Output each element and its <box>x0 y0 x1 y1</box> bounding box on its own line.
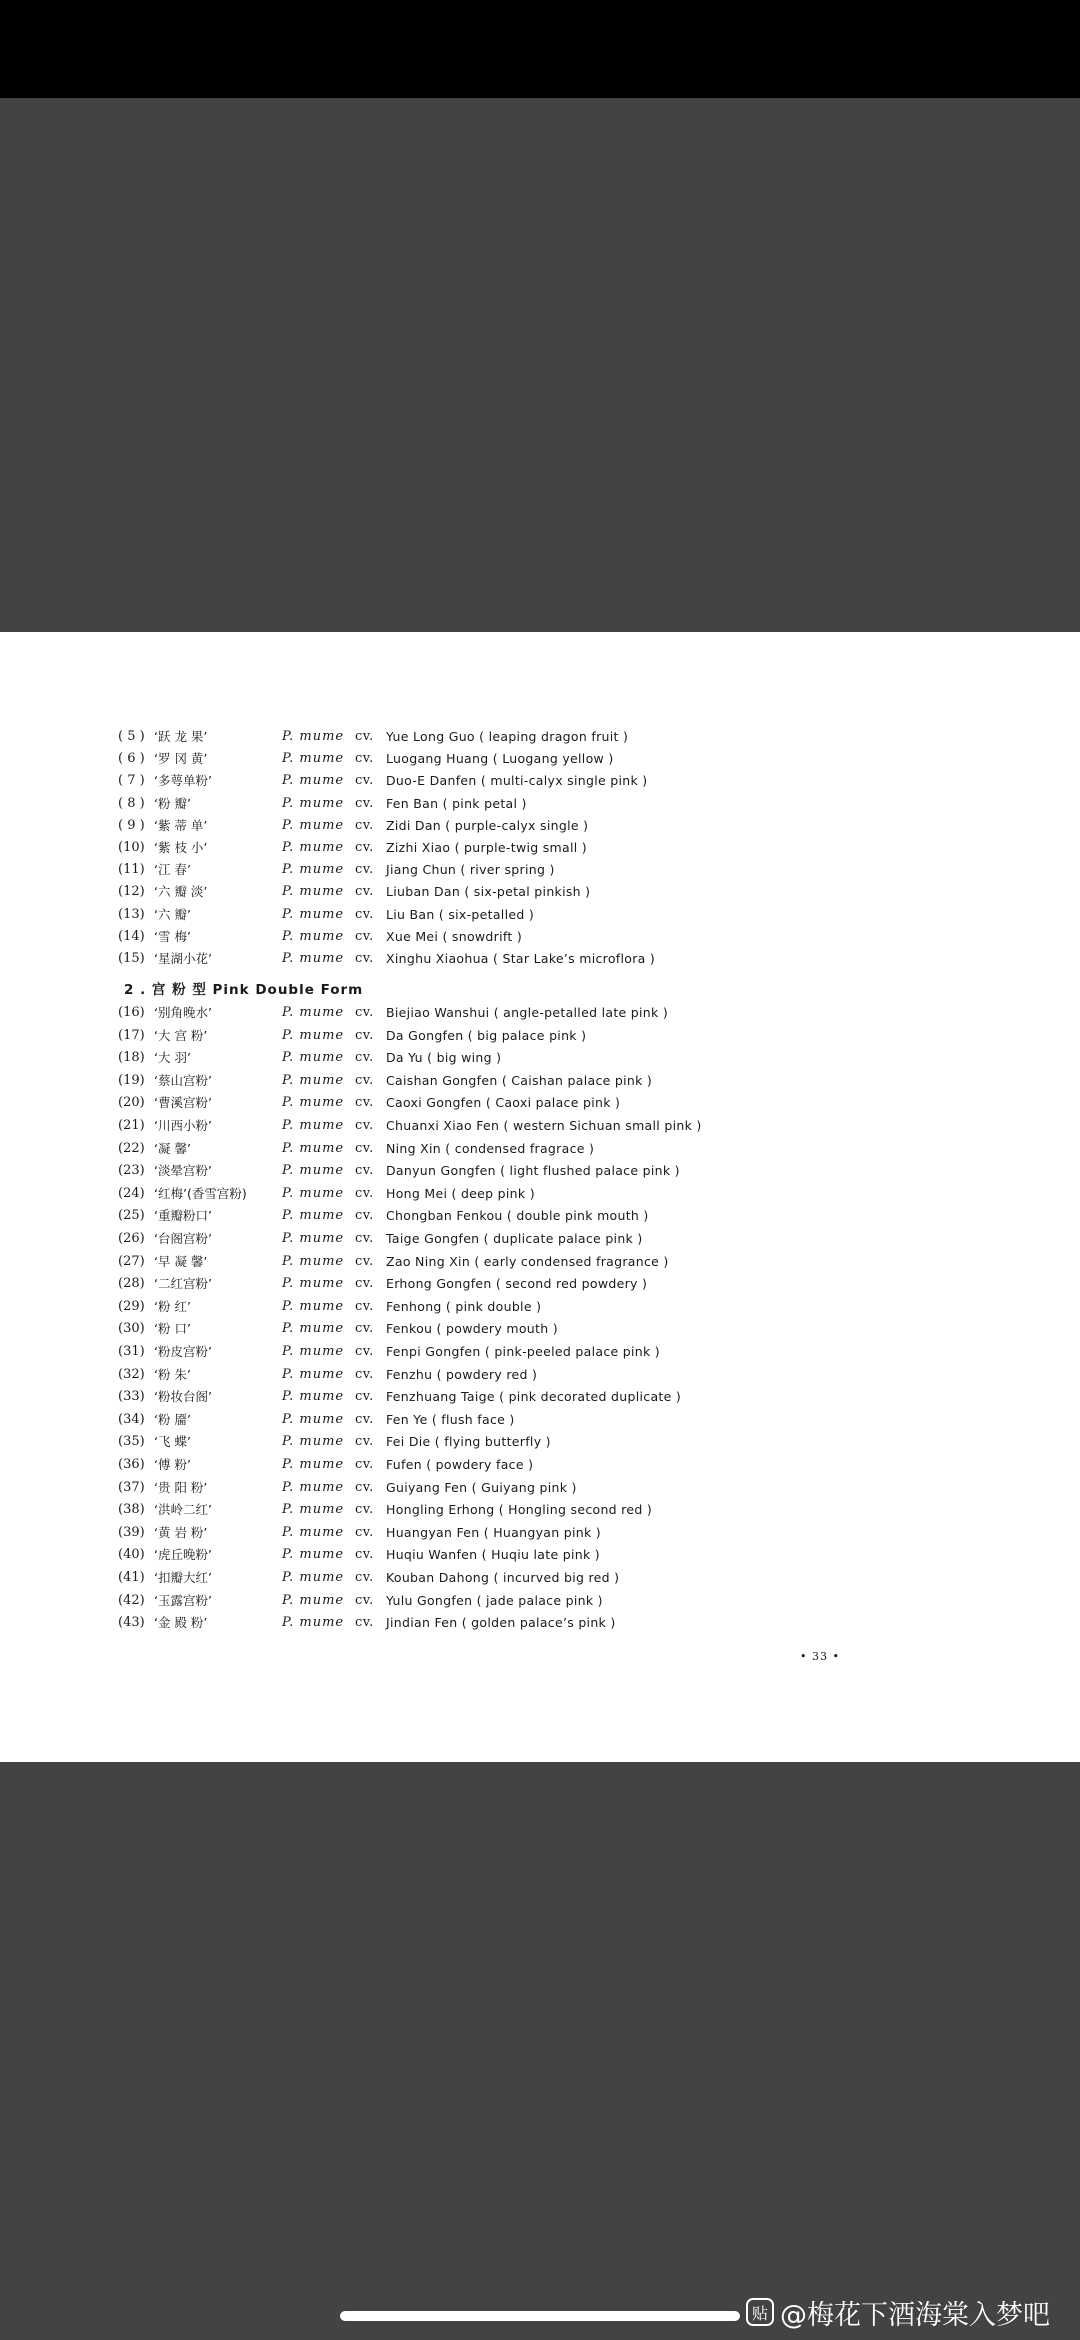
status-bar <box>0 0 1080 98</box>
entry-cultivar-name: Jiang Chun ( river spring ) <box>386 862 555 878</box>
entry-row <box>0 904 1080 926</box>
entry-row <box>0 1296 1080 1318</box>
entry-genus: P. mume <box>282 1366 345 1382</box>
entry-chinese-name: ‘川西小粉’ <box>154 1118 212 1133</box>
entry-genus: P. mume <box>282 1140 345 1156</box>
entry-cultivar-name: Liuban Dan ( six-petal pinkish ) <box>386 884 591 900</box>
entry-number: (20) <box>118 1095 145 1111</box>
entry-number: ( 8 ) <box>118 795 145 811</box>
entry-cultivar-name: Da Gongfen ( big palace pink ) <box>386 1027 587 1043</box>
entry-number: (32) <box>118 1366 145 1382</box>
entry-cultivar-marker: cv. <box>355 1547 374 1563</box>
entry-number: (27) <box>118 1253 145 1269</box>
entry-genus: P. mume <box>282 1615 345 1631</box>
entry-genus: P. mume <box>282 1208 345 1224</box>
entry-cultivar-name: Caishan Gongfen ( Caishan palace pink ) <box>386 1072 653 1088</box>
entry-cultivar-name: Fen Ban ( pink petal ) <box>386 795 527 811</box>
entry-genus: P. mume <box>282 1389 345 1405</box>
entry-genus: P. mume <box>282 1547 345 1563</box>
entry-cultivar-name: Zizhi Xiao ( purple-twig small ) <box>386 840 587 855</box>
entry-cultivar-name: Kouban Dahong ( incurved big red ) <box>386 1570 620 1585</box>
entry-cultivar-name: Xinghu Xiaohua ( Star Lake’s microflora ) <box>386 951 656 966</box>
entry-cultivar-name: Ning Xin ( condensed fragrace ) <box>386 1140 595 1156</box>
entry-cultivar-name: Hongling Erhong ( Hongling second red ) <box>386 1502 653 1518</box>
entry-row <box>0 815 1080 837</box>
entry-cultivar-name: Fufen ( powdery face ) <box>386 1457 534 1472</box>
entry-chinese-name: ‘大 羽’ <box>154 1050 191 1066</box>
entry-cultivar-name: Yue Long Guo ( leaping dragon fruit ) <box>386 729 629 744</box>
entry-genus: P. mume <box>282 928 345 944</box>
entry-number: (21) <box>118 1118 145 1133</box>
entry-cultivar-marker: cv. <box>355 1140 374 1156</box>
entry-cultivar-name: Luogang Huang ( Luogang yellow ) <box>386 751 614 767</box>
entry-cultivar-name: Huangyan Fen ( Huangyan pink ) <box>386 1524 601 1540</box>
entry-number: (23) <box>118 1163 145 1179</box>
entry-chinese-name: ‘曹溪宫粉’ <box>154 1095 212 1111</box>
tieba-logo-icon: 贴 <box>746 2298 774 2326</box>
entry-row <box>0 1070 1080 1092</box>
entry-number: (38) <box>118 1502 145 1518</box>
entry-number: (24) <box>118 1185 145 1201</box>
entry-chinese-name: ‘台阁宫粉’ <box>154 1231 212 1246</box>
entry-row <box>0 1544 1080 1566</box>
entry-chinese-name: ‘虎丘晚粉’ <box>154 1547 212 1563</box>
entry-number: (29) <box>118 1298 145 1314</box>
entry-number: (26) <box>118 1231 145 1246</box>
entry-chinese-name: ‘傅 粉’ <box>154 1457 191 1472</box>
entry-cultivar-name: Zao Ning Xin ( early condensed fragrance ) <box>386 1253 669 1269</box>
entry-row <box>0 948 1080 970</box>
viewer-background-bottom <box>0 1762 1080 2340</box>
entry-cultivar-name: Huqiu Wanfen ( Huqiu late pink ) <box>386 1547 600 1563</box>
entry-chinese-name: ‘黄 岩 粉’ <box>154 1524 208 1540</box>
entry-cultivar-marker: cv. <box>355 1615 374 1631</box>
entry-genus: P. mume <box>282 1298 345 1314</box>
entry-cultivar-marker: cv. <box>355 1231 374 1246</box>
entry-cultivar-marker: cv. <box>355 1321 374 1337</box>
entry-cultivar-name: Chuanxi Xiao Fen ( western Sichuan small pink ) <box>386 1118 702 1133</box>
entry-genus: P. mume <box>282 1502 345 1518</box>
entry-chinese-name: ‘多萼单粉’ <box>154 773 212 789</box>
entry-chinese-name: ‘金 殿 粉’ <box>154 1615 208 1631</box>
entry-chinese-name: ‘蔡山宫粉’ <box>154 1072 212 1088</box>
entry-number: (33) <box>118 1389 145 1405</box>
entry-chinese-name: ‘粉 朱’ <box>154 1366 191 1382</box>
entry-chinese-name: ‘大 宫 粉’ <box>154 1027 208 1043</box>
entry-number: (17) <box>118 1027 145 1043</box>
entry-genus: P. mume <box>282 951 345 966</box>
entry-chinese-name: ‘飞 蝶’ <box>154 1434 191 1450</box>
entry-chinese-name: ‘贵 阳 粉’ <box>154 1479 208 1495</box>
entry-chinese-name: ‘早 凝 馨’ <box>154 1253 208 1269</box>
entry-cultivar-marker: cv. <box>355 906 374 922</box>
entry-row <box>0 1115 1080 1137</box>
entry-number: (37) <box>118 1479 145 1495</box>
entry-number: (34) <box>118 1411 145 1427</box>
entry-number: (43) <box>118 1615 145 1631</box>
entry-cultivar-marker: cv. <box>355 1434 374 1450</box>
entry-genus: P. mume <box>282 1095 345 1111</box>
entry-genus: P. mume <box>282 795 345 811</box>
entry-chinese-name: ‘江 春’ <box>154 862 191 878</box>
entry-chinese-name: ‘淡晕宫粉’ <box>154 1163 212 1179</box>
entry-genus: P. mume <box>282 840 345 855</box>
entry-row <box>0 926 1080 948</box>
entry-row <box>0 1409 1080 1431</box>
watermark <box>746 2294 1050 2330</box>
entry-cultivar-name: Liu Ban ( six-petalled ) <box>386 906 535 922</box>
entry-cultivar-name: Yulu Gongfen ( jade palace pink ) <box>386 1592 603 1608</box>
entry-number: (25) <box>118 1208 145 1224</box>
entry-number: (35) <box>118 1434 145 1450</box>
viewer-background-top <box>0 98 1080 632</box>
entry-chinese-name: ‘紫 枝 小’ <box>154 840 208 855</box>
entry-row <box>0 1002 1080 1024</box>
entry-chinese-name: ‘星湖小花’ <box>154 951 212 966</box>
entry-cultivar-marker: cv. <box>355 1027 374 1043</box>
entry-cultivar-marker: cv. <box>355 1344 374 1359</box>
entry-genus: P. mume <box>282 1276 345 1292</box>
entry-chinese-name: ‘跃 龙 果’ <box>154 729 208 744</box>
watermark-text: @梅花下酒海棠入梦吧 <box>780 2299 1050 2331</box>
entry-row <box>0 1160 1080 1182</box>
entry-cultivar-marker: cv. <box>355 928 374 944</box>
entry-cultivar-name: Zidi Dan ( purple-calyx single ) <box>386 817 589 833</box>
entry-cultivar-name: Caoxi Gongfen ( Caoxi palace pink ) <box>386 1095 621 1111</box>
document-page[interactable] <box>0 632 1080 1762</box>
entry-genus: P. mume <box>282 1479 345 1495</box>
entry-cultivar-marker: cv. <box>355 1050 374 1066</box>
entry-cultivar-marker: cv. <box>355 1524 374 1540</box>
entry-cultivar-marker: cv. <box>355 817 374 833</box>
entry-cultivar-marker: cv. <box>355 1072 374 1088</box>
entry-genus: P. mume <box>282 1570 345 1585</box>
entry-row <box>0 1522 1080 1544</box>
entry-genus: P. mume <box>282 1050 345 1066</box>
entry-cultivar-marker: cv. <box>355 1479 374 1495</box>
entry-row <box>0 837 1080 859</box>
entry-cultivar-marker: cv. <box>355 1095 374 1111</box>
entry-genus: P. mume <box>282 1005 345 1020</box>
entry-cultivar-marker: cv. <box>355 1005 374 1020</box>
entry-number: (31) <box>118 1344 145 1359</box>
entry-chinese-name: ‘二红宫粉’ <box>154 1276 212 1292</box>
entry-genus: P. mume <box>282 1411 345 1427</box>
entry-chinese-name: ‘别角晚水’ <box>154 1005 212 1020</box>
entry-cultivar-marker: cv. <box>355 773 374 789</box>
entry-cultivar-marker: cv. <box>355 1366 374 1382</box>
entry-genus: P. mume <box>282 1231 345 1246</box>
entry-cultivar-name: Fenzhuang Taige ( pink decorated duplicate ) <box>386 1389 682 1405</box>
entry-cultivar-marker: cv. <box>355 862 374 878</box>
entry-row <box>0 1092 1080 1114</box>
entry-genus: P. mume <box>282 1118 345 1133</box>
entry-row <box>0 1318 1080 1340</box>
entry-cultivar-marker: cv. <box>355 1298 374 1314</box>
entry-cultivar-marker: cv. <box>355 1502 374 1518</box>
entry-number: (10) <box>118 840 145 855</box>
entry-cultivar-name: Duo-E Danfen ( multi-calyx single pink ) <box>386 773 648 789</box>
entry-row <box>0 1386 1080 1408</box>
entry-number: (11) <box>118 862 145 878</box>
entry-genus: P. mume <box>282 1434 345 1450</box>
entry-row <box>0 726 1080 748</box>
entry-cultivar-marker: cv. <box>355 1118 374 1133</box>
entry-number: (19) <box>118 1072 145 1088</box>
entry-genus: P. mume <box>282 817 345 833</box>
entry-row <box>0 1138 1080 1160</box>
entry-chinese-name: ‘粉 靥’ <box>154 1411 191 1427</box>
entry-number: ( 7 ) <box>118 773 145 789</box>
entry-chinese-name: ‘粉皮宫粉’ <box>154 1344 212 1359</box>
entry-row <box>0 1025 1080 1047</box>
entry-genus: P. mume <box>282 773 345 789</box>
entry-cultivar-name: Biejiao Wanshui ( angle-petalled late pink ) <box>386 1005 668 1020</box>
entry-cultivar-name: Fenkou ( powdery mouth ) <box>386 1321 558 1337</box>
entry-cultivar-marker: cv. <box>355 1411 374 1427</box>
entry-cultivar-name: Da Yu ( big wing ) <box>386 1050 502 1066</box>
entry-cultivar-name: Chongban Fenkou ( double pink mouth ) <box>386 1208 649 1224</box>
entry-row <box>0 1612 1080 1634</box>
entry-genus: P. mume <box>282 1592 345 1608</box>
entry-cultivar-marker: cv. <box>355 1592 374 1608</box>
entry-row <box>0 859 1080 881</box>
entry-chinese-name: ‘紫 蒂 单’ <box>154 817 208 833</box>
entry-cultivar-marker: cv. <box>355 1457 374 1472</box>
entry-chinese-name: ‘玉露宫粉’ <box>154 1592 212 1608</box>
entry-genus: P. mume <box>282 751 345 767</box>
entry-cultivar-name: Jindian Fen ( golden palace’s pink ) <box>386 1615 616 1631</box>
entry-cultivar-name: Danyun Gongfen ( light flushed palace pink ) <box>386 1163 680 1179</box>
section-heading: 2 . 宫 粉 型 Pink Double Form <box>124 982 364 998</box>
entry-genus: P. mume <box>282 1321 345 1337</box>
entry-number: ( 5 ) <box>118 729 145 744</box>
entry-row <box>0 1205 1080 1227</box>
entry-number: (16) <box>118 1005 145 1020</box>
entry-cultivar-name: Guiyang Fen ( Guiyang pink ) <box>386 1479 577 1495</box>
entry-cultivar-name: Fenhong ( pink double ) <box>386 1298 542 1314</box>
entry-chinese-name: ‘红梅’(香雪宫粉) <box>154 1185 247 1201</box>
entry-genus: P. mume <box>282 1027 345 1043</box>
entry-number: (41) <box>118 1570 145 1585</box>
entry-chinese-name: ‘凝 馨’ <box>154 1140 191 1156</box>
entry-row <box>0 1183 1080 1205</box>
entry-number: (36) <box>118 1457 145 1472</box>
entry-cultivar-name: Xue Mei ( snowdrift ) <box>386 928 523 944</box>
entry-number: (42) <box>118 1592 145 1608</box>
entry-cultivar-marker: cv. <box>355 729 374 744</box>
entry-genus: P. mume <box>282 729 345 744</box>
entry-cultivar-marker: cv. <box>355 795 374 811</box>
entry-chinese-name: ‘六 瓣 淡’ <box>154 884 208 900</box>
entry-chinese-name: ‘罗 冈 黄’ <box>154 751 208 767</box>
entry-row <box>0 748 1080 770</box>
entry-row <box>0 1477 1080 1499</box>
entry-row <box>0 793 1080 815</box>
entry-genus: P. mume <box>282 884 345 900</box>
entry-chinese-name: ‘六 瓣’ <box>154 906 191 922</box>
entry-chinese-name: ‘扣瓣大红’ <box>154 1570 212 1585</box>
entry-genus: P. mume <box>282 1072 345 1088</box>
entry-cultivar-name: Hong Mei ( deep pink ) <box>386 1185 535 1201</box>
entry-cultivar-marker: cv. <box>355 1185 374 1201</box>
entry-cultivar-name: Erhong Gongfen ( second red powdery ) <box>386 1276 648 1292</box>
entry-number: (15) <box>118 951 145 966</box>
entry-number: (39) <box>118 1524 145 1540</box>
entry-chinese-name: ‘粉 口’ <box>154 1321 191 1337</box>
entry-chinese-name: ‘粉 瓣’ <box>154 795 191 811</box>
entry-number: (22) <box>118 1140 145 1156</box>
entry-number: (40) <box>118 1547 145 1563</box>
entry-chinese-name: ‘雪 梅’ <box>154 928 191 944</box>
entry-cultivar-name: Fei Die ( flying butterfly ) <box>386 1434 551 1450</box>
entry-cultivar-marker: cv. <box>355 884 374 900</box>
entry-number: (18) <box>118 1050 145 1066</box>
entry-cultivar-marker: cv. <box>355 951 374 966</box>
entry-chinese-name: ‘重瓣粉口’ <box>154 1208 212 1224</box>
entry-cultivar-marker: cv. <box>355 1276 374 1292</box>
entry-genus: P. mume <box>282 1253 345 1269</box>
entry-row <box>0 1431 1080 1453</box>
entry-row <box>0 1499 1080 1521</box>
entry-number: (14) <box>118 928 145 944</box>
entry-row <box>0 1047 1080 1069</box>
entry-cultivar-name: Fen Ye ( flush face ) <box>386 1411 515 1427</box>
entry-genus: P. mume <box>282 1524 345 1540</box>
entry-cultivar-marker: cv. <box>355 1570 374 1585</box>
entry-row <box>0 1251 1080 1273</box>
entry-genus: P. mume <box>282 1344 345 1359</box>
entry-genus: P. mume <box>282 1457 345 1472</box>
entry-row <box>0 1273 1080 1295</box>
page-number: • 33 • <box>800 1650 840 1663</box>
entry-cultivar-marker: cv. <box>355 840 374 855</box>
entry-number: (30) <box>118 1321 145 1337</box>
entry-cultivar-name: Taige Gongfen ( duplicate palace pink ) <box>386 1231 643 1246</box>
entry-cultivar-marker: cv. <box>355 1163 374 1179</box>
entry-row <box>0 1567 1080 1589</box>
entry-row <box>0 1454 1080 1476</box>
entry-cultivar-name: Fenpi Gongfen ( pink-peeled palace pink ) <box>386 1344 660 1359</box>
entry-row <box>0 881 1080 903</box>
entry-chinese-name: ‘粉妆台阁’ <box>154 1389 212 1405</box>
entry-row <box>0 1228 1080 1250</box>
entry-genus: P. mume <box>282 1185 345 1201</box>
entry-cultivar-marker: cv. <box>355 1208 374 1224</box>
entry-genus: P. mume <box>282 862 345 878</box>
entry-row <box>0 770 1080 792</box>
entry-cultivar-marker: cv. <box>355 1389 374 1405</box>
entry-number: (12) <box>118 884 145 900</box>
entry-genus: P. mume <box>282 906 345 922</box>
home-indicator[interactable] <box>340 2311 740 2321</box>
entry-row <box>0 1590 1080 1612</box>
entry-number: (13) <box>118 906 145 922</box>
entry-genus: P. mume <box>282 1163 345 1179</box>
entry-chinese-name: ‘洪岭二红’ <box>154 1502 212 1518</box>
entry-cultivar-marker: cv. <box>355 1253 374 1269</box>
entry-row <box>0 1364 1080 1386</box>
entry-chinese-name: ‘粉 红’ <box>154 1298 191 1314</box>
entry-number: ( 9 ) <box>118 817 145 833</box>
entry-cultivar-name: Fenzhu ( powdery red ) <box>386 1366 538 1382</box>
entry-cultivar-marker: cv. <box>355 751 374 767</box>
entry-number: (28) <box>118 1276 145 1292</box>
entry-number: ( 6 ) <box>118 751 145 767</box>
entry-row <box>0 1341 1080 1363</box>
